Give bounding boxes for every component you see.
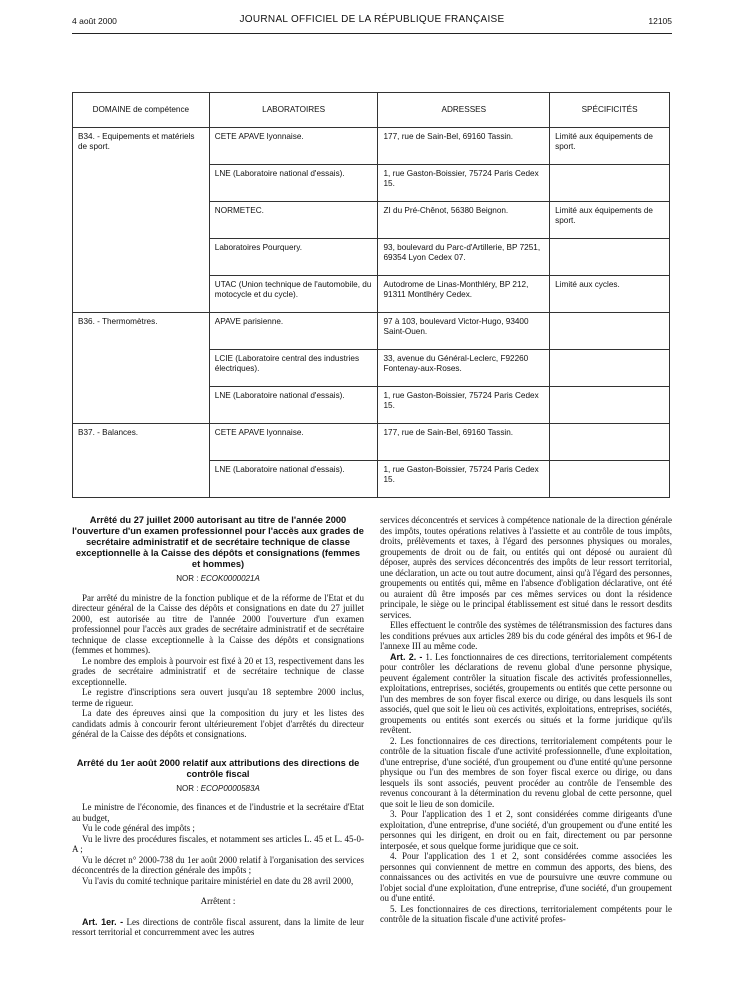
header-addresses: ADRESSES	[378, 93, 550, 128]
domain-cell	[73, 387, 210, 424]
table-header-row	[73, 93, 670, 128]
paragraph: Elles effectuent le contrôle des systèmes de télétransmission des factures dans les conditions prévues aux articles 289 bis du code général des impôts et 96-I de l'annexe III au même code.	[380, 620, 672, 651]
lab-cell: CETE APAVE lyonnaise.	[209, 128, 378, 165]
lab-cell: LCIE (Laboratoire central des industries électriques).	[209, 350, 378, 387]
table-row	[73, 276, 670, 313]
address-cell: 1, rue Gaston-Boissier, 75724 Paris Cedex 15.	[378, 387, 550, 424]
address-cell: 97 à 103, boulevard Victor-Hugo, 93400 Saint-Ouen.	[378, 313, 550, 350]
table-row	[73, 202, 670, 239]
spec-cell	[550, 424, 670, 461]
paragraph: 3. Pour l'application des 1 et 2, sont considérées comme dirigeants d'une exploitation, d'une entreprise, d'une société, d'un groupement ou d'une entité les personnes qui les dirigent, en droit ou en fait, directement ou par personne interposée, et sous quelque forme juridique que ce soit.	[380, 809, 672, 851]
laboratories-table	[72, 92, 670, 498]
header-rule	[72, 33, 672, 34]
address-cell: 1, rue Gaston-Boissier, 75724 Paris Cedex 15.	[378, 165, 550, 202]
domain-cell: B34. - Equipements et matériels de sport.	[73, 128, 210, 165]
spec-cell	[550, 165, 670, 202]
table-row	[73, 239, 670, 276]
nor-reference: NOR : ECOK0000021A	[176, 574, 260, 583]
lab-cell: UTAC (Union technique de l'automobile, du motocycle et du cycle).	[209, 276, 378, 313]
spec-cell: Limité aux équipements de sport.	[550, 202, 670, 239]
address-cell: Autodrome de Linas-Monthléry, BP 212, 91311 Montlhéry Cedex.	[378, 276, 550, 313]
decree-title-examen: Arrêté du 27 juillet 2000 autorisant au titre de l'année 2000 l'ouverture d'un examen professionnel pour l'accès aux grades de secrétaire administratif et de secrétaire technique de classe exceptionnelle à la Caisse des dépôts et consignations (femmes et hommes)	[72, 515, 364, 569]
paragraph: 5. Les fonctionnaires de ces directions, territorialement compétents pour le contrôle de la situation fiscale d'une activité profes-	[380, 903, 672, 924]
paragraph: Vu le livre des procédures fiscales, et notamment ses articles L. 45 et L. 45-0-A ;	[72, 833, 364, 854]
spec-cell: Limité aux cycles.	[550, 276, 670, 313]
right-column	[380, 515, 672, 925]
spec-cell: Limité aux équipements de sport.	[550, 128, 670, 165]
article-label: Art. 1er. -	[82, 916, 124, 927]
header-laboratories: LABORATOIRES	[209, 93, 378, 128]
lab-cell: NORMETEC.	[209, 202, 378, 239]
article-2: Art. 2. - 1. Les fonctionnaires de ces directions, territorialement compétents pour contrôler les déclarations de revenu global d'une personne physique, peuvent également contrôler la situation fiscale des activités professionnelles, exploitations, entreprises, sociétés, groupements ou entités que cette personne ou l'un des membres de son foyer fiscal exerce ou dirige, ou dans lesquels ils sont associés, quel que soit le lieu où ces activités, exploitations, entreprises, sociétés, groupements ou entités sont exercés ou situés et la forme juridique qu'ils revêtent.	[380, 651, 672, 735]
paragraph: Vu l'avis du comité technique paritaire ministériel en date du 28 avril 2000,	[82, 875, 354, 886]
address-cell: 177, rue de Sain-Bel, 69160 Tassin.	[378, 424, 550, 461]
article-1: Art. 1er. - Les directions de contrôle fiscal assurent, dans la limite de leur ressort territorial et concurremment avec les autres	[72, 916, 364, 937]
header-date: 4 août 2000	[72, 16, 117, 26]
lab-cell: LNE (Laboratoire national d'essais).	[209, 387, 378, 424]
journal-title: JOURNAL OFFICIEL DE LA RÉPUBLIQUE FRANÇAISE	[239, 14, 505, 25]
page-header	[72, 14, 672, 32]
paragraph: Par arrêté du ministre de la fonction publique et de la réforme de l'Etat et du directeur général de la Caisse des dépôts et consignations en date du 27 juillet 2000, est autorisée au titre de l'année 2000 l'ouverture d'un examen professionnel pour l'accès aux grades de secrétaire administratif et de secrétaire technique de classe exceptionnelle à la Caisse des dépôts et consignations (femmes et hommes).	[72, 592, 364, 655]
paragraph: Le registre d'inscriptions sera ouvert jusqu'au 18 septembre 2000 inclus, terme de rigueur.	[72, 687, 364, 708]
lab-cell: CETE APAVE lyonnaise.	[209, 424, 378, 461]
domain-cell	[73, 202, 210, 239]
spec-cell	[550, 239, 670, 276]
paragraph: Vu le décret n° 2000-738 du 1er août 2000 relatif à l'organisation des services déconcentrés de la direction générale des impôts ;	[72, 854, 364, 875]
nor-reference: NOR : ECOP0000583A	[176, 783, 260, 793]
domain-cell	[73, 461, 210, 498]
table-row	[73, 165, 670, 202]
spec-cell	[550, 387, 670, 424]
spec-cell	[550, 313, 670, 350]
lab-cell: Laboratoires Pourquery.	[209, 239, 378, 276]
table-row	[73, 128, 670, 165]
header-specificities: SPÉCIFICITÉS	[550, 93, 670, 128]
lab-cell: LNE (Laboratoire national d'essais).	[209, 165, 378, 202]
paragraph: 2. Les fonctionnaires de ces directions, territorialement compétents pour le contrôle de la situation fiscale d'une activité professionnelle, d'une exploitation, d'une entreprise, d'une société, d'un groupement ou d'une entité qu'une personne physique ou l'un des membres de son foyer fiscal exerce ou dirige, ou dans lesquels ils sont associés, peuvent procéder au contrôle de l'ensemble des revenus concourant à la détermination du revenu global de cette personne, quel que soit le lieu de son domicile.	[380, 735, 672, 809]
address-cell: 177, rue de Sain-Bel, 69160 Tassin.	[378, 128, 550, 165]
page-number: 12105	[648, 16, 672, 26]
lab-cell: APAVE parisienne.	[209, 313, 378, 350]
domain-cell	[73, 276, 210, 313]
article-label: Art. 2. -	[390, 651, 423, 662]
spec-cell	[550, 461, 670, 498]
lab-cell: LNE (Laboratoire national d'essais).	[209, 461, 378, 498]
paragraph: La date des épreuves ainsi que la composition du jury et les listes des candidats admis à concourir feront ultérieurement l'objet d'arrêtés du directeur général de la Caisse des dépôts et consignations.	[72, 708, 364, 739]
table-row	[73, 387, 670, 424]
table-row	[73, 461, 670, 498]
paragraph: Le nombre des emplois à pourvoir est fixé à 20 et 13, respectivement dans les grades de secrétaire administratif et de secrétaire technique de classe exceptionnelle.	[72, 655, 364, 687]
domain-cell: B37. - Balances.	[73, 424, 210, 461]
address-cell: ZI du Pré-Chênot, 56380 Beignon.	[378, 202, 550, 239]
paragraph: Le ministre de l'économie, des finances et de l'industrie et la secrétaire d'Etat au budget,	[72, 802, 364, 823]
domain-cell	[73, 350, 210, 387]
domain-cell	[73, 165, 210, 202]
table-row	[73, 350, 670, 387]
spec-cell	[550, 350, 670, 387]
decree-title-controle-fiscal: Arrêté du 1er août 2000 relatif aux attributions des directions de contrôle fiscal	[76, 757, 360, 779]
paragraph: 4. Pour l'application des 1 et 2, sont considérées comme associées les personnes qui conviennent de mettre en commun des apports, des biens, des connaissances ou des activités en vue de poursuivre une œuvre commune ou l'objet social d'une exploitation, d'une entreprise, d'une société, d'un groupement ou d'une entité.	[380, 851, 672, 903]
arretent-heading: Arrêtent :	[200, 896, 236, 906]
paragraph: Vu le code général des impôts ;	[82, 823, 195, 833]
header-domain: DOMAINE de compétence	[73, 93, 210, 128]
table-row	[73, 424, 670, 461]
domain-cell: B36. - Thermomètres.	[73, 313, 210, 350]
left-column	[72, 515, 364, 938]
address-cell: 93, boulevard du Parc-d'Artillerie, BP 7251, 69354 Lyon Cedex 07.	[378, 239, 550, 276]
paragraph: services déconcentrés et services à compétence nationale de la direction générale des impôts, toutes opérations relatives à l'assiette et au contrôle de tous impôts, droits, prélèvements et taxes, à l'égard des personnes physiques ou morales, groupements de droit ou de fait, ou entités qui ont déposé ou auraient dû déposer, auprès des services déconcentrés des impôts de leur ressort territorial, une déclaration, un acte ou tout autre document, ainsi qu'à l'égard des personnes, groupements ou entités qui, même en l'absence d'obligation déclarative, ont été ou auraient dû être imposés par ces mêmes services ou dont la résidence principale, le siège ou le principal établissement est situé dans le ressort desdits services.	[380, 515, 672, 620]
domain-cell	[73, 239, 210, 276]
address-cell: 1, rue Gaston-Boissier, 75724 Paris Cedex 15.	[378, 461, 550, 498]
address-cell: 33, avenue du Général-Leclerc, F92260 Fontenay-aux-Roses.	[378, 350, 550, 387]
table-row	[73, 313, 670, 350]
